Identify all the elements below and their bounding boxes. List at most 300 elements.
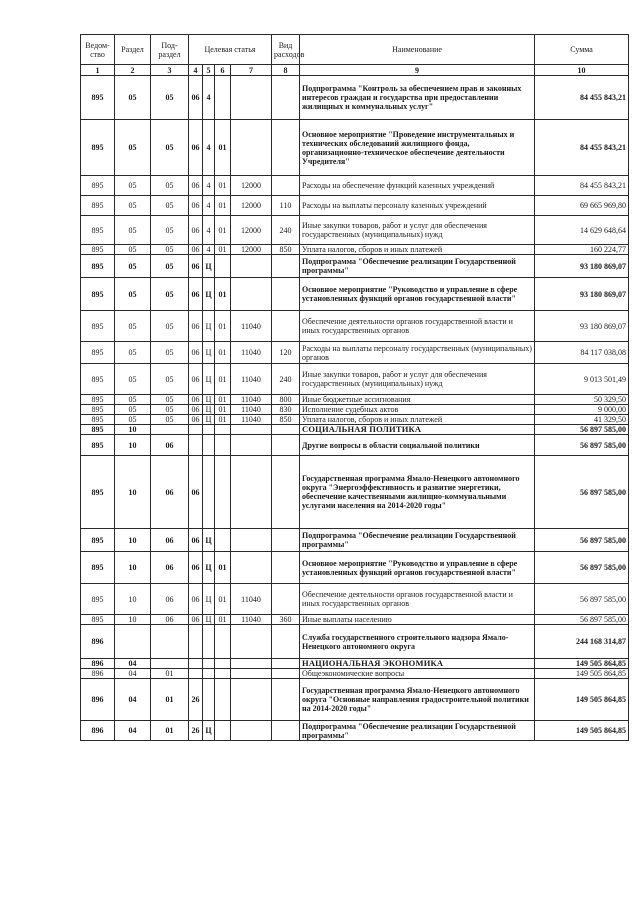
col-section-cell bbox=[115, 625, 151, 659]
table-row bbox=[81, 415, 629, 425]
col-dept-cell: 895 bbox=[81, 255, 115, 278]
col-target-2-cell: Ц bbox=[203, 584, 215, 615]
col-sum-cell: 9 013 501,49 bbox=[535, 364, 629, 395]
col-target-1-cell: 06 bbox=[189, 311, 203, 342]
col-subsection-cell: 05 bbox=[151, 278, 189, 311]
col-exp-type-cell: 830 bbox=[272, 405, 300, 415]
col-target-4-cell bbox=[231, 456, 272, 529]
col-dept-cell: 895 bbox=[81, 395, 115, 405]
col-target-1-cell: 06 bbox=[189, 245, 203, 255]
col-section-cell: 10 bbox=[115, 435, 151, 456]
col-sum-cell: 93 180 869,07 bbox=[535, 278, 629, 311]
col-sum-cell: 149 505 864,85 bbox=[535, 659, 629, 669]
col-exp-type-cell: 240 bbox=[272, 216, 300, 245]
table-row bbox=[81, 425, 629, 435]
header-target: Целевая статья bbox=[189, 35, 272, 65]
col-target-3-cell: 01 bbox=[215, 120, 231, 176]
col-target-1-cell: 06 bbox=[189, 395, 203, 405]
col-exp-type-cell bbox=[272, 584, 300, 615]
col-exp-type-cell bbox=[272, 679, 300, 721]
col-section-cell: 04 bbox=[115, 679, 151, 721]
col-target-4-cell: 11040 bbox=[231, 311, 272, 342]
col-section-cell: 04 bbox=[115, 659, 151, 669]
col-sum-cell: 56 897 585,00 bbox=[535, 584, 629, 615]
table-row bbox=[81, 435, 629, 456]
col-dept-cell: 896 bbox=[81, 669, 115, 679]
col-sum-cell: 244 168 314,87 bbox=[535, 625, 629, 659]
col-target-3-cell bbox=[215, 625, 231, 659]
col-target-3-cell: 01 bbox=[215, 196, 231, 216]
col-exp-type-cell bbox=[272, 120, 300, 176]
col-target-2-cell bbox=[203, 456, 215, 529]
col-target-3-cell bbox=[215, 435, 231, 456]
col-target-4-cell bbox=[231, 669, 272, 679]
index-cell: 7 bbox=[231, 65, 272, 76]
col-target-2-cell: Ц bbox=[203, 552, 215, 584]
index-cell: 9 bbox=[300, 65, 535, 76]
header-section: Раздел bbox=[115, 35, 151, 65]
col-section-cell: 05 bbox=[115, 255, 151, 278]
col-target-4-cell: 11040 bbox=[231, 342, 272, 364]
col-target-4-cell: 12000 bbox=[231, 245, 272, 255]
col-name-cell: Общеэкономические вопросы bbox=[300, 669, 535, 679]
col-name-cell: Другие вопросы в области социальной политики bbox=[300, 435, 535, 456]
col-target-2-cell: Ц bbox=[203, 529, 215, 552]
col-exp-type-cell bbox=[272, 625, 300, 659]
col-target-3-cell: 01 bbox=[215, 342, 231, 364]
col-target-4-cell bbox=[231, 679, 272, 721]
col-name-cell: Служба государственного строительного надзора Ямало-Ненецкого автономного округа bbox=[300, 625, 535, 659]
col-subsection-cell: 06 bbox=[151, 435, 189, 456]
col-target-2-cell: Ц bbox=[203, 721, 215, 741]
col-target-4-cell bbox=[231, 552, 272, 584]
col-target-1-cell: 06 bbox=[189, 196, 203, 216]
col-name-cell: СОЦИАЛЬНАЯ ПОЛИТИКА bbox=[300, 425, 535, 435]
col-target-3-cell bbox=[215, 529, 231, 552]
col-target-3-cell bbox=[215, 669, 231, 679]
col-section-cell: 05 bbox=[115, 405, 151, 415]
col-name-cell: Государственная программа Ямало-Ненецкого автономного округа "Основные направления градостроительной политики на 2014-2020 годы" bbox=[300, 679, 535, 721]
col-target-2-cell: Ц bbox=[203, 311, 215, 342]
col-target-4-cell bbox=[231, 120, 272, 176]
col-subsection-cell: 01 bbox=[151, 669, 189, 679]
index-cell: 1 bbox=[81, 65, 115, 76]
col-target-4-cell bbox=[231, 625, 272, 659]
col-sum-cell: 84 117 038,08 bbox=[535, 342, 629, 364]
col-target-2-cell: Ц bbox=[203, 364, 215, 395]
col-target-2-cell: Ц bbox=[203, 255, 215, 278]
table-body bbox=[81, 76, 629, 741]
col-target-2-cell: Ц bbox=[203, 615, 215, 625]
col-target-3-cell bbox=[215, 721, 231, 741]
col-dept-cell: 895 bbox=[81, 311, 115, 342]
col-subsection-cell: 05 bbox=[151, 395, 189, 405]
col-target-1-cell bbox=[189, 659, 203, 669]
col-target-4-cell bbox=[231, 255, 272, 278]
col-target-3-cell: 01 bbox=[215, 552, 231, 584]
col-target-3-cell: 01 bbox=[215, 278, 231, 311]
col-name-cell: Обеспечение деятельности органов государственной власти и иных государственных органов bbox=[300, 311, 535, 342]
col-target-4-cell: 11040 bbox=[231, 364, 272, 395]
table-row bbox=[81, 679, 629, 721]
col-section-cell: 04 bbox=[115, 721, 151, 741]
col-name-cell: НАЦИОНАЛЬНАЯ ЭКОНОМИКА bbox=[300, 659, 535, 669]
col-exp-type-cell bbox=[272, 425, 300, 435]
col-section-cell: 05 bbox=[115, 176, 151, 196]
col-target-2-cell: 4 bbox=[203, 216, 215, 245]
col-name-cell: Расходы на обеспечение функций казенных учреждений bbox=[300, 176, 535, 196]
col-sum-cell: 56 897 585,00 bbox=[535, 529, 629, 552]
col-target-3-cell: 01 bbox=[215, 615, 231, 625]
col-target-4-cell bbox=[231, 425, 272, 435]
col-exp-type-cell bbox=[272, 278, 300, 311]
col-dept-cell: 895 bbox=[81, 196, 115, 216]
col-sum-cell: 84 455 843,21 bbox=[535, 120, 629, 176]
col-dept-cell: 896 bbox=[81, 659, 115, 669]
col-name-cell: Подпрограмма "Обеспечение реализации Государственной программы" bbox=[300, 255, 535, 278]
table-row bbox=[81, 120, 629, 176]
table-row bbox=[81, 245, 629, 255]
col-section-cell: 05 bbox=[115, 364, 151, 395]
col-target-4-cell bbox=[231, 659, 272, 669]
col-name-cell: Расходы на выплаты персоналу государственных (муниципальных) органов bbox=[300, 342, 535, 364]
col-target-1-cell bbox=[189, 425, 203, 435]
header-subsection: Под-раздел bbox=[151, 35, 189, 65]
col-target-3-cell bbox=[215, 659, 231, 669]
col-target-1-cell: 06 bbox=[189, 76, 203, 120]
col-target-2-cell: Ц bbox=[203, 415, 215, 425]
col-name-cell: Исполнение судебных актов bbox=[300, 405, 535, 415]
col-dept-cell: 895 bbox=[81, 76, 115, 120]
col-subsection-cell: 05 bbox=[151, 342, 189, 364]
col-section-cell: 05 bbox=[115, 395, 151, 405]
table-row bbox=[81, 615, 629, 625]
col-name-cell: Основное мероприятие "Проведение инструментальных и технических обследований жилищного фонда, организационно-техническое обеспечение деятельности Учредителя" bbox=[300, 120, 535, 176]
col-name-cell: Иные выплаты населению bbox=[300, 615, 535, 625]
col-subsection-cell: 05 bbox=[151, 364, 189, 395]
col-sum-cell: 93 180 869,07 bbox=[535, 311, 629, 342]
col-target-2-cell: Ц bbox=[203, 278, 215, 311]
index-cell: 3 bbox=[151, 65, 189, 76]
col-section-cell: 10 bbox=[115, 615, 151, 625]
col-section-cell: 10 bbox=[115, 552, 151, 584]
col-sum-cell: 56 897 585,00 bbox=[535, 615, 629, 625]
table-row bbox=[81, 342, 629, 364]
col-sum-cell: 69 665 969,80 bbox=[535, 196, 629, 216]
col-target-3-cell bbox=[215, 456, 231, 529]
col-exp-type-cell bbox=[272, 552, 300, 584]
col-sum-cell: 149 505 864,85 bbox=[535, 721, 629, 741]
col-subsection-cell bbox=[151, 659, 189, 669]
col-subsection-cell: 06 bbox=[151, 456, 189, 529]
col-sum-cell: 14 629 648,64 bbox=[535, 216, 629, 245]
col-name-cell: Иные закупки товаров, работ и услуг для обеспечения государственных (муниципальных) нужд bbox=[300, 216, 535, 245]
col-section-cell: 10 bbox=[115, 456, 151, 529]
col-name-cell: Основное мероприятие "Руководство и управление в сфере установленных функций органов государственной власти" bbox=[300, 278, 535, 311]
col-sum-cell: 93 180 869,07 bbox=[535, 255, 629, 278]
col-name-cell: Расходы на выплаты персоналу казенных учреждений bbox=[300, 196, 535, 216]
col-sum-cell: 149 505 864,85 bbox=[535, 679, 629, 721]
col-subsection-cell: 05 bbox=[151, 76, 189, 120]
col-section-cell: 05 bbox=[115, 245, 151, 255]
col-subsection-cell: 05 bbox=[151, 255, 189, 278]
index-cell: 8 bbox=[272, 65, 300, 76]
budget-table bbox=[80, 34, 629, 741]
table-row bbox=[81, 625, 629, 659]
col-name-cell: Иные закупки товаров, работ и услуг для обеспечения государственных (муниципальных) нужд bbox=[300, 364, 535, 395]
table-row bbox=[81, 395, 629, 405]
col-target-1-cell bbox=[189, 435, 203, 456]
col-section-cell: 05 bbox=[115, 76, 151, 120]
col-target-4-cell: 12000 bbox=[231, 196, 272, 216]
col-section-cell: 05 bbox=[115, 196, 151, 216]
col-target-4-cell: 12000 bbox=[231, 176, 272, 196]
table-row bbox=[81, 255, 629, 278]
col-dept-cell: 895 bbox=[81, 415, 115, 425]
col-subsection-cell: 06 bbox=[151, 529, 189, 552]
col-target-1-cell: 06 bbox=[189, 405, 203, 415]
col-target-1-cell: 06 bbox=[189, 615, 203, 625]
col-subsection-cell: 05 bbox=[151, 216, 189, 245]
col-target-2-cell: 4 bbox=[203, 120, 215, 176]
col-target-3-cell: 01 bbox=[215, 584, 231, 615]
col-target-1-cell bbox=[189, 669, 203, 679]
col-exp-type-cell bbox=[272, 255, 300, 278]
col-subsection-cell: 01 bbox=[151, 679, 189, 721]
col-section-cell: 10 bbox=[115, 584, 151, 615]
index-cell: 6 bbox=[215, 65, 231, 76]
col-exp-type-cell bbox=[272, 311, 300, 342]
col-target-3-cell bbox=[215, 255, 231, 278]
col-target-1-cell: 06 bbox=[189, 415, 203, 425]
col-target-3-cell: 01 bbox=[215, 216, 231, 245]
col-target-1-cell: 06 bbox=[189, 255, 203, 278]
col-sum-cell: 84 455 843,21 bbox=[535, 76, 629, 120]
col-target-1-cell: 06 bbox=[189, 584, 203, 615]
col-target-2-cell bbox=[203, 669, 215, 679]
col-dept-cell: 895 bbox=[81, 615, 115, 625]
col-sum-cell: 9 000,00 bbox=[535, 405, 629, 415]
budget-table-page bbox=[80, 34, 629, 741]
col-target-1-cell: 06 bbox=[189, 529, 203, 552]
table-row bbox=[81, 721, 629, 741]
col-dept-cell: 895 bbox=[81, 456, 115, 529]
col-dept-cell: 896 bbox=[81, 721, 115, 741]
col-section-cell: 05 bbox=[115, 216, 151, 245]
table-row bbox=[81, 311, 629, 342]
col-exp-type-cell bbox=[272, 176, 300, 196]
col-sum-cell: 50 329,50 bbox=[535, 395, 629, 405]
col-dept-cell: 895 bbox=[81, 435, 115, 456]
col-exp-type-cell: 120 bbox=[272, 342, 300, 364]
col-name-cell: Подпрограмма "Обеспечение реализации Государственной программы" bbox=[300, 721, 535, 741]
col-dept-cell: 895 bbox=[81, 342, 115, 364]
col-name-cell: Подпрограмма "Контроль за обеспечением прав и законных интересов граждан и государства при предоставлении жилищных и коммунальных услуг" bbox=[300, 76, 535, 120]
table-row bbox=[81, 216, 629, 245]
col-name-cell: Обеспечение деятельности органов государственной власти и иных государственных органов bbox=[300, 584, 535, 615]
col-name-cell: Уплата налогов, сборов и иных платежей bbox=[300, 415, 535, 425]
col-sum-cell: 56 897 585,00 bbox=[535, 425, 629, 435]
col-target-3-cell bbox=[215, 76, 231, 120]
index-cell: 2 bbox=[115, 65, 151, 76]
table-row bbox=[81, 405, 629, 415]
col-exp-type-cell bbox=[272, 529, 300, 552]
col-target-1-cell: 06 bbox=[189, 342, 203, 364]
col-sum-cell: 84 455 843,21 bbox=[535, 176, 629, 196]
col-exp-type-cell: 850 bbox=[272, 245, 300, 255]
col-sum-cell: 160 224,77 bbox=[535, 245, 629, 255]
table-row bbox=[81, 76, 629, 120]
col-dept-cell: 895 bbox=[81, 216, 115, 245]
col-section-cell: 05 bbox=[115, 120, 151, 176]
table-row bbox=[81, 278, 629, 311]
col-target-1-cell: 26 bbox=[189, 679, 203, 721]
col-dept-cell: 895 bbox=[81, 425, 115, 435]
col-target-1-cell: 06 bbox=[189, 456, 203, 529]
col-subsection-cell bbox=[151, 425, 189, 435]
col-dept-cell: 895 bbox=[81, 552, 115, 584]
header-sum: Сумма bbox=[535, 35, 629, 65]
col-section-cell: 05 bbox=[115, 415, 151, 425]
col-target-2-cell bbox=[203, 659, 215, 669]
col-exp-type-cell bbox=[272, 659, 300, 669]
col-target-3-cell bbox=[215, 425, 231, 435]
col-section-cell: 05 bbox=[115, 342, 151, 364]
col-dept-cell: 895 bbox=[81, 364, 115, 395]
col-exp-type-cell bbox=[272, 76, 300, 120]
col-target-2-cell bbox=[203, 625, 215, 659]
col-target-4-cell: 11040 bbox=[231, 415, 272, 425]
col-exp-type-cell: 360 bbox=[272, 615, 300, 625]
index-cell: 4 bbox=[189, 65, 203, 76]
col-dept-cell: 895 bbox=[81, 278, 115, 311]
col-target-3-cell: 01 bbox=[215, 176, 231, 196]
col-subsection-cell: 06 bbox=[151, 552, 189, 584]
table-row bbox=[81, 659, 629, 669]
col-target-4-cell: 11040 bbox=[231, 395, 272, 405]
col-exp-type-cell bbox=[272, 435, 300, 456]
col-subsection-cell: 05 bbox=[151, 311, 189, 342]
table-row bbox=[81, 176, 629, 196]
col-subsection-cell: 05 bbox=[151, 405, 189, 415]
col-dept-cell: 896 bbox=[81, 679, 115, 721]
col-section-cell: 10 bbox=[115, 425, 151, 435]
col-target-3-cell bbox=[215, 679, 231, 721]
col-dept-cell: 896 bbox=[81, 625, 115, 659]
col-subsection-cell: 05 bbox=[151, 120, 189, 176]
col-name-cell: Иные бюджетные ассигнования bbox=[300, 395, 535, 405]
col-sum-cell: 41 329,50 bbox=[535, 415, 629, 425]
col-target-4-cell bbox=[231, 76, 272, 120]
col-target-1-cell: 06 bbox=[189, 176, 203, 196]
col-dept-cell: 895 bbox=[81, 120, 115, 176]
col-exp-type-cell: 850 bbox=[272, 415, 300, 425]
col-exp-type-cell: 240 bbox=[272, 364, 300, 395]
col-target-1-cell: 06 bbox=[189, 216, 203, 245]
col-target-1-cell: 06 bbox=[189, 278, 203, 311]
col-exp-type-cell: 800 bbox=[272, 395, 300, 405]
col-target-2-cell: Ц bbox=[203, 342, 215, 364]
col-target-2-cell: Ц bbox=[203, 405, 215, 415]
col-target-4-cell bbox=[231, 529, 272, 552]
header-exp-type: Вид расходов bbox=[272, 35, 300, 65]
header-dept: Ведом-ство bbox=[81, 35, 115, 65]
col-target-3-cell: 01 bbox=[215, 364, 231, 395]
col-target-4-cell bbox=[231, 435, 272, 456]
col-target-2-cell bbox=[203, 679, 215, 721]
col-dept-cell: 895 bbox=[81, 245, 115, 255]
col-target-2-cell: Ц bbox=[203, 395, 215, 405]
col-exp-type-cell: 110 bbox=[272, 196, 300, 216]
col-target-2-cell: 4 bbox=[203, 245, 215, 255]
col-target-4-cell: 11040 bbox=[231, 405, 272, 415]
col-target-1-cell bbox=[189, 625, 203, 659]
col-target-4-cell bbox=[231, 278, 272, 311]
col-name-cell: Уплата налогов, сборов и иных платежей bbox=[300, 245, 535, 255]
col-dept-cell: 895 bbox=[81, 405, 115, 415]
col-target-3-cell: 01 bbox=[215, 415, 231, 425]
col-target-2-cell: 4 bbox=[203, 176, 215, 196]
col-exp-type-cell bbox=[272, 721, 300, 741]
col-subsection-cell: 01 bbox=[151, 721, 189, 741]
col-target-1-cell: 06 bbox=[189, 364, 203, 395]
col-target-4-cell: 12000 bbox=[231, 216, 272, 245]
table-row bbox=[81, 669, 629, 679]
col-sum-cell: 56 897 585,00 bbox=[535, 435, 629, 456]
col-target-2-cell bbox=[203, 425, 215, 435]
col-target-3-cell: 01 bbox=[215, 395, 231, 405]
col-target-3-cell: 01 bbox=[215, 405, 231, 415]
col-target-4-cell bbox=[231, 721, 272, 741]
col-name-cell: Государственная программа Ямало-Ненецкого автономного округа "Энергоэффективность и развитие энергетики, обеспечение качественными жилищно-коммунальными услугами населения на 2014-2020 годы" bbox=[300, 456, 535, 529]
header-name: Наименование bbox=[300, 35, 535, 65]
table-row bbox=[81, 456, 629, 529]
col-target-2-cell: 4 bbox=[203, 76, 215, 120]
col-name-cell: Подпрограмма "Обеспечение реализации Государственной программы" bbox=[300, 529, 535, 552]
col-section-cell: 04 bbox=[115, 669, 151, 679]
col-target-3-cell: 01 bbox=[215, 245, 231, 255]
col-target-1-cell: 06 bbox=[189, 552, 203, 584]
col-subsection-cell: 05 bbox=[151, 196, 189, 216]
col-section-cell: 05 bbox=[115, 311, 151, 342]
table-row bbox=[81, 364, 629, 395]
col-sum-cell: 149 505 864,85 bbox=[535, 669, 629, 679]
col-subsection-cell: 05 bbox=[151, 245, 189, 255]
col-dept-cell: 895 bbox=[81, 176, 115, 196]
col-subsection-cell: 06 bbox=[151, 584, 189, 615]
col-name-cell: Основное мероприятие "Руководство и управление в сфере установленных функций органов государственной власти" bbox=[300, 552, 535, 584]
col-target-4-cell: 11040 bbox=[231, 584, 272, 615]
col-exp-type-cell bbox=[272, 456, 300, 529]
col-section-cell: 10 bbox=[115, 529, 151, 552]
col-target-2-cell: 4 bbox=[203, 196, 215, 216]
index-cell: 10 bbox=[535, 65, 629, 76]
col-subsection-cell bbox=[151, 625, 189, 659]
table-row bbox=[81, 552, 629, 584]
col-subsection-cell: 05 bbox=[151, 176, 189, 196]
col-subsection-cell: 05 bbox=[151, 415, 189, 425]
col-subsection-cell: 06 bbox=[151, 615, 189, 625]
col-dept-cell: 895 bbox=[81, 584, 115, 615]
col-target-3-cell: 01 bbox=[215, 311, 231, 342]
table-row bbox=[81, 529, 629, 552]
col-section-cell: 05 bbox=[115, 278, 151, 311]
col-sum-cell: 56 897 585,00 bbox=[535, 552, 629, 584]
col-target-2-cell bbox=[203, 435, 215, 456]
col-exp-type-cell bbox=[272, 669, 300, 679]
col-sum-cell: 56 897 585,00 bbox=[535, 456, 629, 529]
col-target-1-cell: 06 bbox=[189, 120, 203, 176]
